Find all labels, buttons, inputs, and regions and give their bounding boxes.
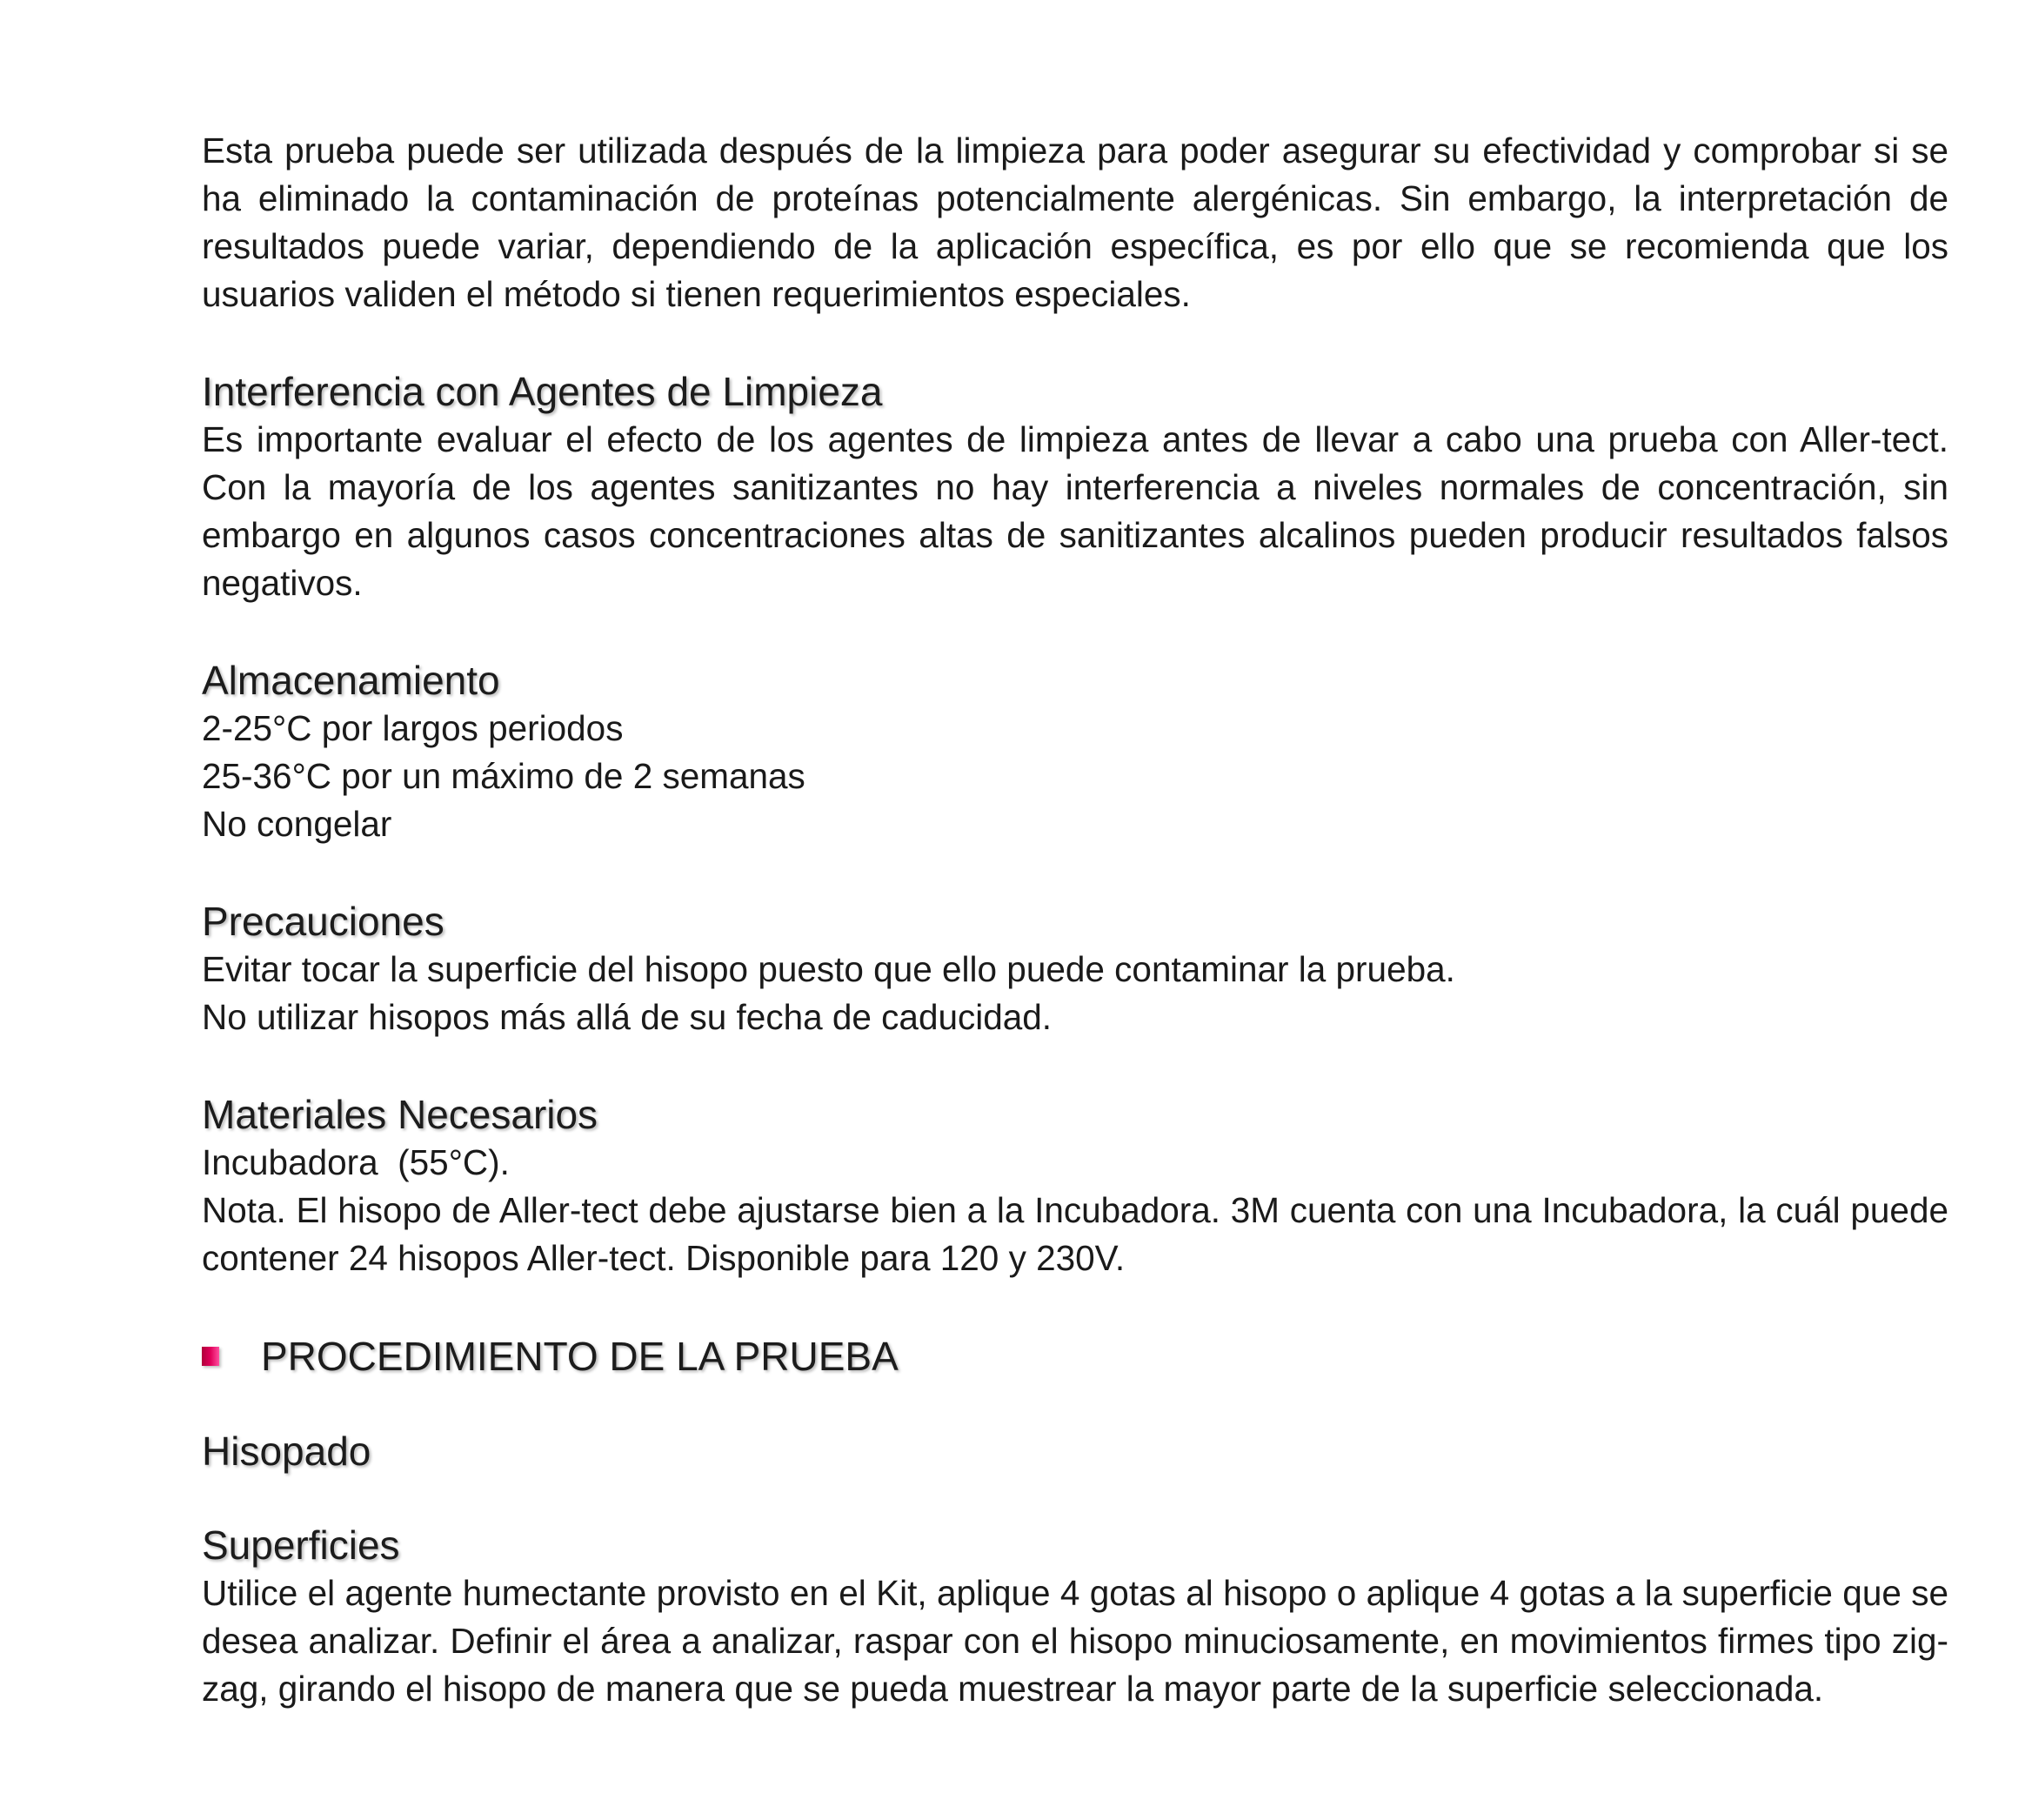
materiales-line: Incubadora (55°C).: [202, 1142, 510, 1182]
spacer: [202, 1282, 1948, 1331]
heading-interferencia: Interferencia con Agentes de Limpieza: [202, 369, 883, 414]
section-materiales: [202, 1090, 1948, 1282]
spacer: [202, 848, 1948, 897]
intro-paragraph: Esta prueba puede ser utilizada después de la limpieza para poder asegurar su efectividad y comprobar si se ha eliminado la contaminación de proteínas potencialmente alergénicas. Sin embargo, la interpretación de resultados puede variar, dependiendo de la aplicación específica, es por ello que se recomienda que los usuarios validen el método si tienen requerimientos especiales.: [202, 130, 1948, 314]
heading-procedimiento: PROCEDIMIENTO DE LA PRUEBA: [261, 1334, 899, 1379]
interferencia-paragraph: Es importante evaluar el efecto de los agentes de limpieza antes de llevar a cabo una prueba con Aller-tect. Con la mayoría de los agentes sanitizantes no hay interferencia a niveles normales de concentración, sin embargo en algunos casos concentraciones altas de sanitizantes alcalinos pueden producir resultados falsos negativos.: [202, 419, 1948, 603]
heading-materiales: Materiales Necesarios: [202, 1092, 598, 1137]
section-superficies: [202, 1521, 1948, 1713]
almacenamiento-line-3: No congelar: [202, 804, 392, 844]
almacenamiento-line-2: 25-36°C por un máximo de 2 semanas: [202, 756, 805, 796]
heading-precauciones: Precauciones: [202, 899, 444, 944]
heading-superficies: Superficies: [202, 1522, 400, 1568]
document-page: [202, 127, 1948, 1713]
materiales-note: Nota. El hisopo de Aller-tect debe ajustarse bien a la Incubadora. 3M cuenta con una Incubadora, la cuál puede contener 24 hisopos Aller-tect. Disponible para 120 y 230V.: [202, 1190, 1948, 1278]
almacenamiento-line-1: 2-25°C por largos periodos: [202, 708, 624, 748]
spacer: [202, 1041, 1948, 1090]
bullet-square-icon: [202, 1347, 219, 1366]
section-interferencia: [202, 367, 1948, 607]
section-precauciones: [202, 897, 1948, 1041]
superficies-paragraph: Utilice el agente humectante provisto en el Kit, aplique 4 gotas al hisopo o aplique 4 gotas a la superficie que se desea analizar. Definir el área a analizar, raspar con el hisopo minuciosamente, en movimientos firmes tipo zig-zag, girando el hisopo de manera que se pueda muestrear la mayor parte de la superficie seleccionada.: [202, 1573, 1948, 1709]
section-almacenamiento: [202, 656, 1948, 848]
section-procedimiento: [202, 1331, 1948, 1382]
spacer: [202, 318, 1948, 367]
spacer: [202, 607, 1948, 656]
spacer: [202, 1382, 1948, 1427]
heading-hisopado: Hisopado: [202, 1429, 371, 1474]
precauciones-line-1: Evitar tocar la superficie del hisopo puesto que ello puede contaminar la prueba.: [202, 949, 1455, 989]
precauciones-line-2: No utilizar hisopos más allá de su fecha de caducidad.: [202, 997, 1053, 1037]
heading-almacenamiento: Almacenamiento: [202, 658, 500, 703]
spacer: [202, 1475, 1948, 1521]
